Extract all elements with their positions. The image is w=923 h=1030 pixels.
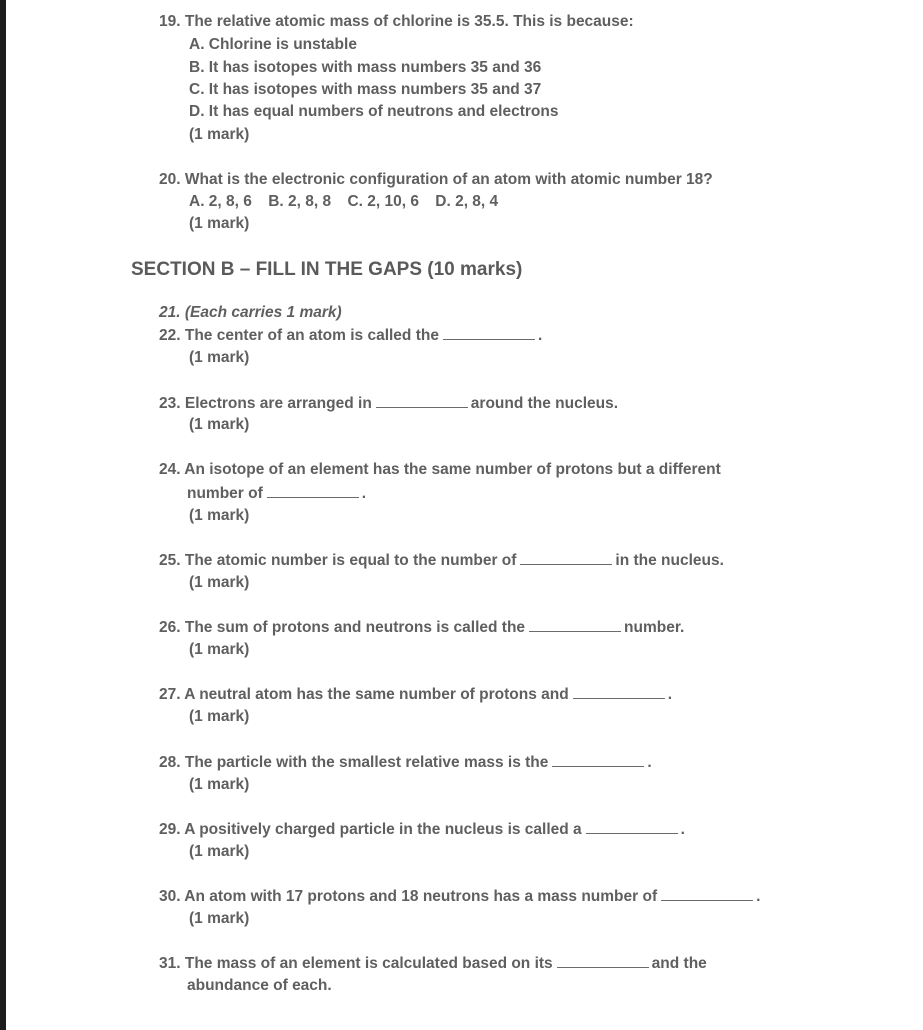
q25-marks: (1 mark) <box>189 574 250 591</box>
section-b-heading: SECTION B – FILL IN THE GAPS (10 marks) <box>131 259 523 280</box>
answer-blank <box>267 483 359 498</box>
q19-option-d: D. It has equal numbers of neutrons and electrons <box>189 103 559 120</box>
answer-blank <box>529 617 621 632</box>
q20-options <box>189 192 510 212</box>
q20-option-a: A. 2, 8, 6 <box>189 193 252 210</box>
q22-marks: (1 mark) <box>189 349 250 366</box>
answer-blank <box>661 886 753 901</box>
question-26: 26. The sum of protons and neutrons is called the number. <box>159 619 685 636</box>
section-b-note: 21. (Each carries 1 mark) <box>159 304 342 321</box>
answer-blank <box>557 953 649 968</box>
q26-marks: (1 mark) <box>189 641 250 658</box>
question-31: 31. The mass of an element is calculated based on its and the <box>159 955 707 972</box>
question-23: 23. Electrons are arranged in around the nucleus. <box>159 395 619 412</box>
q30-marks: (1 mark) <box>189 910 250 927</box>
answer-blank <box>573 684 665 699</box>
q19-marks: (1 mark) <box>189 126 250 143</box>
q23-marks: (1 mark) <box>189 416 250 433</box>
q19-option-b: B. It has isotopes with mass numbers 35 and 36 <box>189 59 542 76</box>
question-19: 19. The relative atomic mass of chlorine is 35.5. This is because: <box>159 13 634 30</box>
answer-blank <box>552 752 644 767</box>
q20-option-d: D. 2, 8, 4 <box>435 193 499 210</box>
q20-option-b: B. 2, 8, 8 <box>268 193 332 210</box>
q20-option-c: C. 2, 10, 6 <box>347 193 419 210</box>
question-31-line2: abundance of each. <box>187 977 332 994</box>
question-24: 24. An isotope of an element has the same number of protons but a different <box>159 461 721 478</box>
q19-option-c: C. It has isotopes with mass numbers 35 and 37 <box>189 81 542 98</box>
q29-marks: (1 mark) <box>189 843 250 860</box>
answer-blank <box>376 393 468 408</box>
answer-blank <box>520 550 612 565</box>
exam-page <box>6 0 923 1030</box>
question-28: 28. The particle with the smallest relative mass is the . <box>159 754 652 771</box>
q28-marks: (1 mark) <box>189 776 250 793</box>
question-25: 25. The atomic number is equal to the number of in the nucleus. <box>159 552 724 569</box>
question-22: 22. The center of an atom is called the . <box>159 327 543 344</box>
q27-marks: (1 mark) <box>189 708 250 725</box>
answer-blank <box>586 819 678 834</box>
q20-marks: (1 mark) <box>189 215 250 232</box>
question-30: 30. An atom with 17 protons and 18 neutrons has a mass number of . <box>159 888 761 905</box>
question-27: 27. A neutral atom has the same number of protons and . <box>159 686 672 703</box>
question-20: 20. What is the electronic configuration of an atom with atomic number 18? <box>159 171 713 188</box>
q19-option-a: A. Chlorine is unstable <box>189 36 357 53</box>
q24-marks: (1 mark) <box>189 507 250 524</box>
answer-blank <box>443 325 535 340</box>
question-24-line2: number of . <box>187 485 367 502</box>
question-29: 29. A positively charged particle in the nucleus is called a . <box>159 821 685 838</box>
